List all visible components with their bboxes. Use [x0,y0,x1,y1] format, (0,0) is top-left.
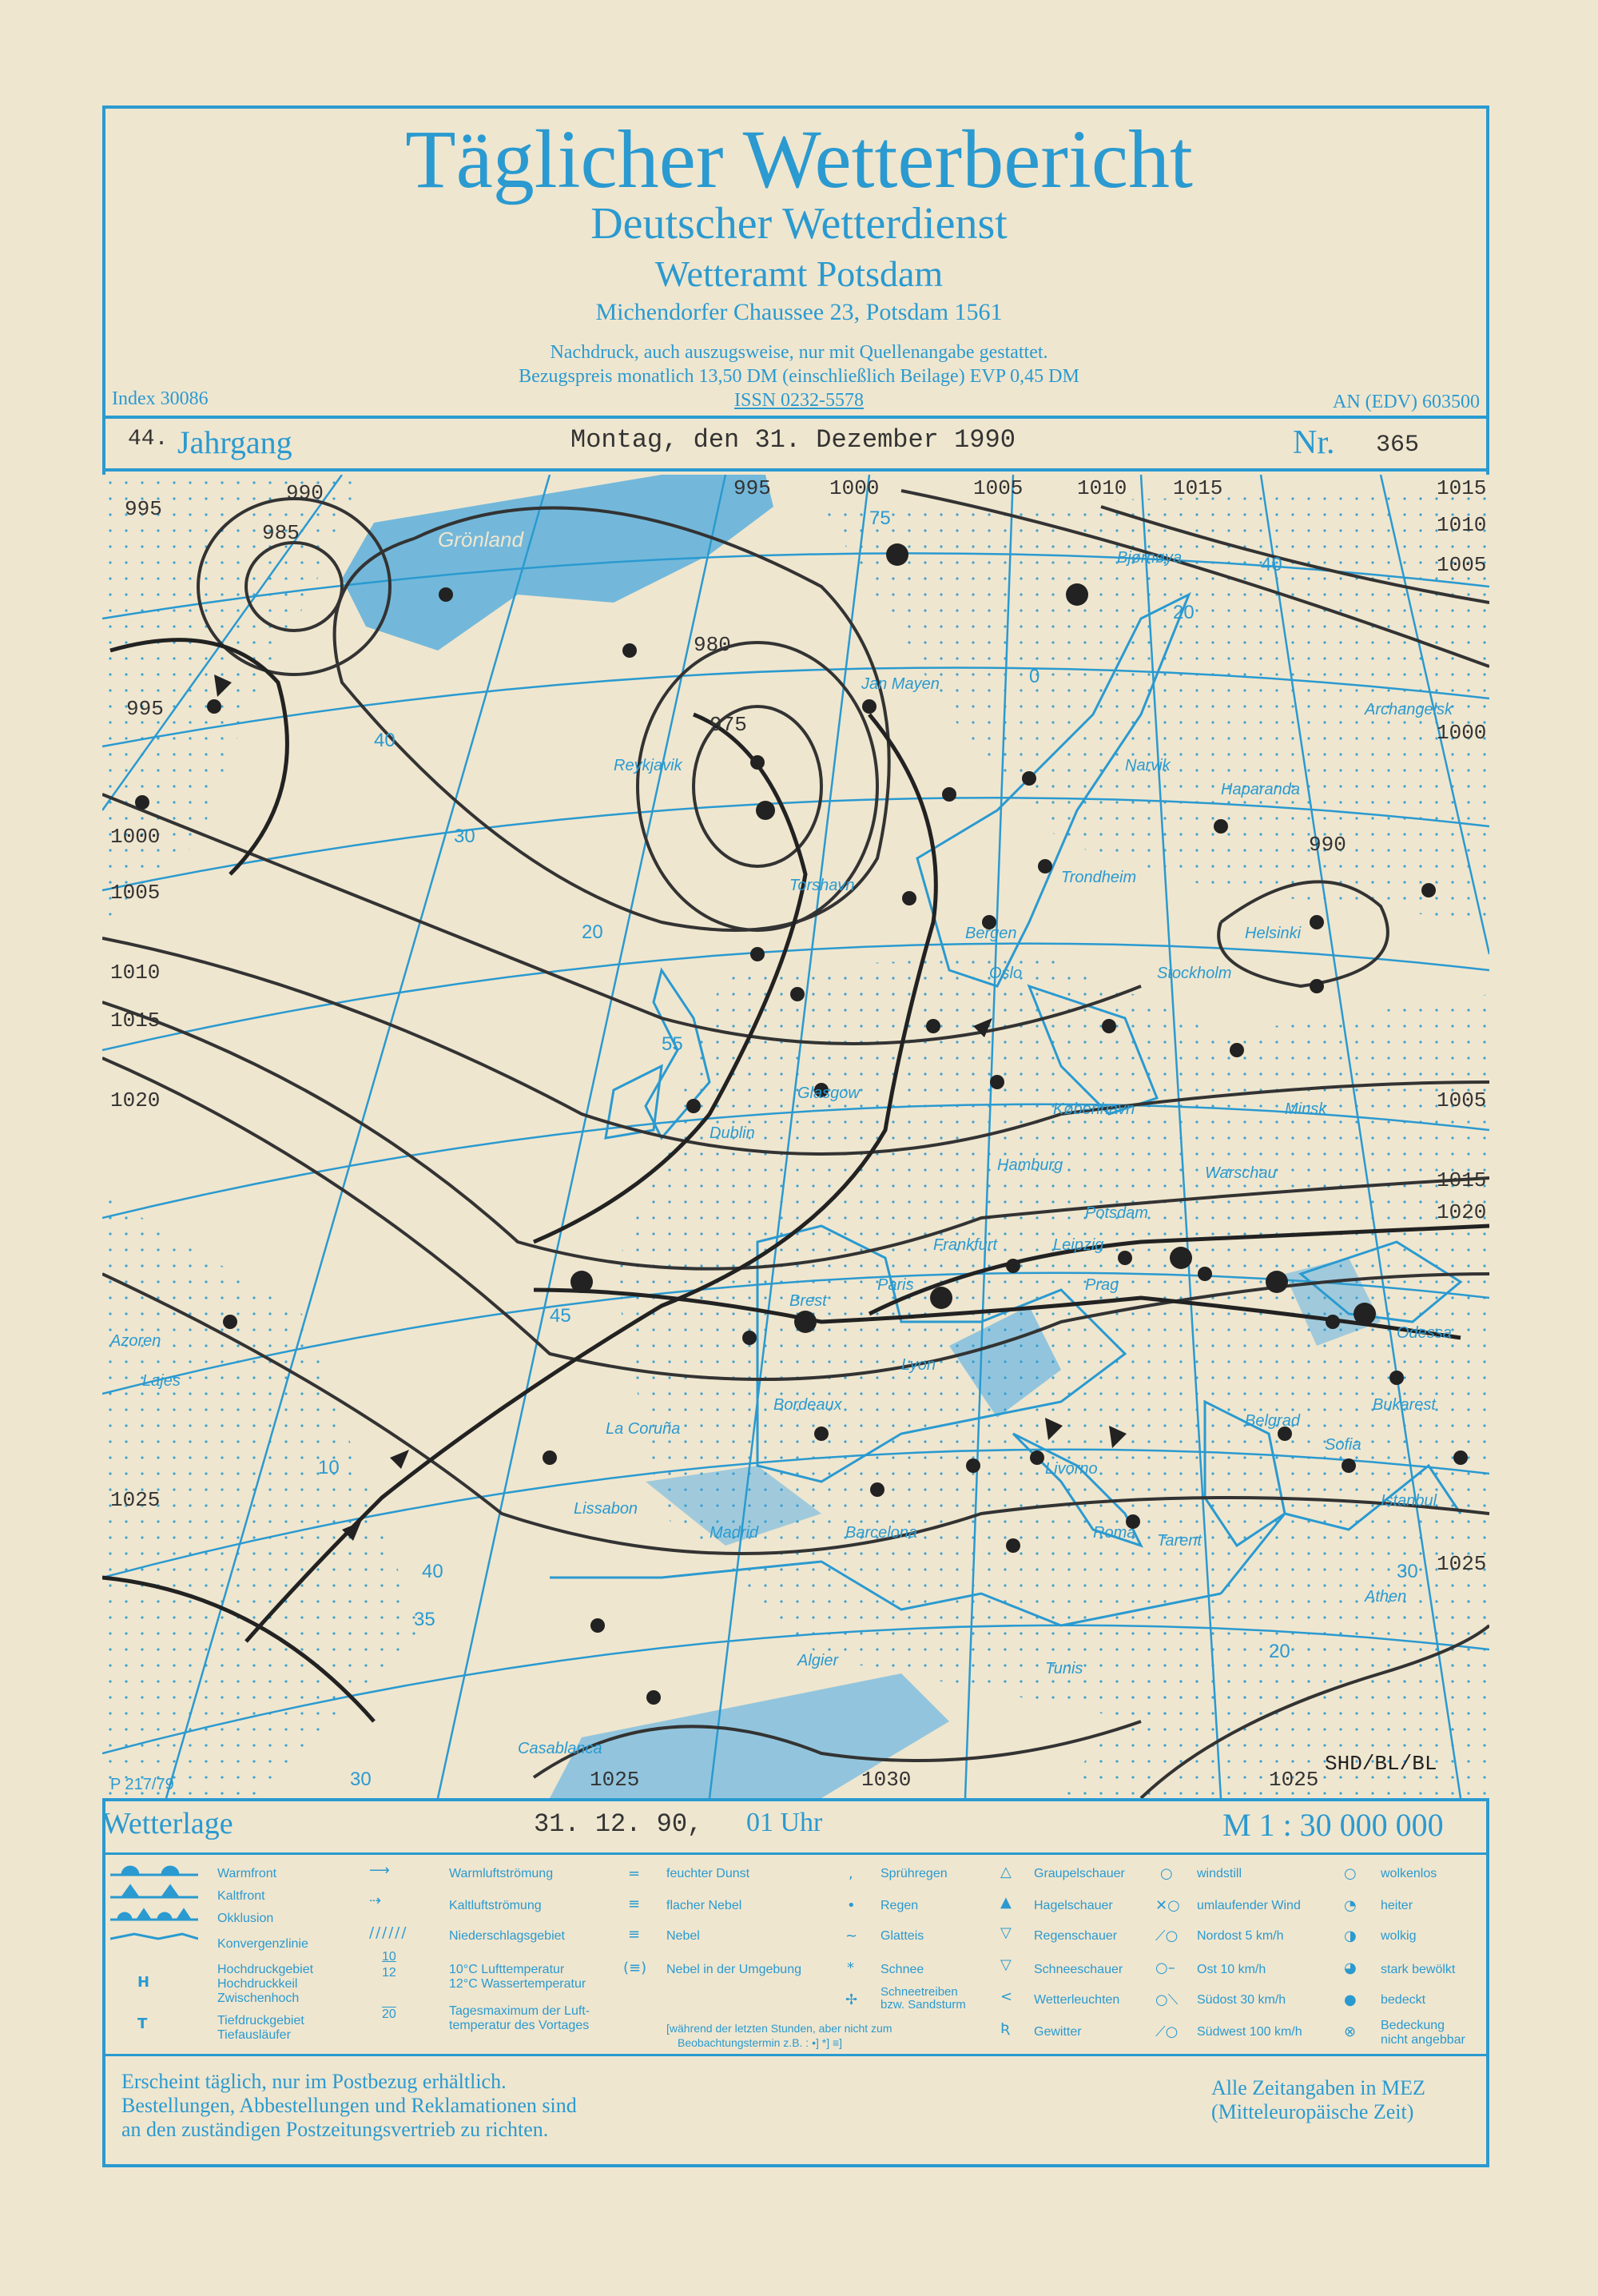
notice-price: Bezugspreis monatlich 13,50 DM (einschließlich Beilage) EVP 0,45 DM [519,366,1079,387]
plate-number: P 217/79 [110,1776,174,1793]
place-glasgow: Glasgow [797,1084,860,1102]
high-pressure-icon: H [137,1974,150,1991]
place-torshavn: Torshavn [789,877,855,894]
place-haparanda: Haparanda [1221,781,1300,798]
cloud-overcast-icon: ● [1344,1992,1357,2008]
isobar-label: 1015 [1173,476,1223,500]
isobar-label: 985 [262,521,300,545]
place-belgrad: Belgrad [1245,1412,1300,1430]
place-madrid: Madrid [710,1524,759,1542]
isobar-label: 1025 [110,1488,161,1512]
place-prag: Prag [1085,1276,1119,1294]
org-name: Deutscher Wetterdienst [590,199,1008,249]
index-number: Index 30086 [112,388,209,409]
place-oslo: Oslo [989,965,1023,982]
place-trondheim: Trondheim [1061,869,1137,886]
hail-shower-icon: ▲ [1000,1894,1012,1911]
time-note-1: Alle Zeitangaben in MEZ [1211,2076,1425,2099]
place-lissabon: Lissabon [574,1500,638,1518]
isobar-label: 990 [286,481,324,505]
lon-label: 30 [1397,1561,1418,1582]
legend-hagelschauer: Hagelschauer [1034,1899,1113,1912]
lightning-icon: < [1000,1988,1013,2005]
legend-tagesmaximum: Tagesmaximum der Luft- [449,2004,590,2018]
calm-wind-icon: ○ [1160,1865,1173,1882]
cloud-clear-icon: ○ [1344,1865,1357,1882]
place-lajes: Lajes [142,1372,181,1390]
place-jan-mayen: Jan Mayen [861,675,940,693]
place-tarent: Tarent [1157,1532,1202,1550]
precipitation-icon: ////// [369,1924,408,1941]
legend-niederschlag: Niederschlagsgebiet [449,1929,565,1943]
lat-label: 30 [350,1769,372,1790]
wind-southwest-icon: ⟋○ [1155,2023,1179,2040]
lat-label: 40 [422,1561,443,1582]
lat-label: 35 [414,1609,435,1630]
info-line-1: Erscheint täglich, nur im Postbezug erhältlich. [121,2070,507,2093]
cloud-unknown-icon: ⊗ [1344,2023,1357,2040]
legend-ost: Ost 10 km/h [1197,1963,1266,1976]
isobar-label: 990 [1309,833,1346,857]
cold-air-arrow-icon: ⇢ [369,1892,382,1909]
isobar-label: 995 [126,697,164,721]
lon-label: 30 [454,826,475,847]
isobar-label: 1015 [1437,1168,1487,1192]
warm-air-arrow-icon: ⟶ [369,1862,390,1879]
lon-label: 20 [1173,602,1195,623]
legend-nebel: Nebel [666,1929,700,1943]
lat-label: 55 [662,1033,683,1055]
legend-suedwest: Südwest 100 km/h [1197,2025,1302,2039]
variable-wind-icon: ✕○ [1155,1897,1180,1914]
isobar-label: 1015 [110,1009,161,1033]
isobar-label: 1020 [110,1088,161,1112]
isobar-label: 975 [710,713,747,737]
place-dublin: Dublin [710,1124,755,1142]
wind-east-icon: ○– [1155,1960,1175,1976]
legend-temp-sample: 10 [382,1950,396,1964]
map-scale: M 1 : 30 000 000 [1222,1807,1444,1843]
lon-label: 0 [1029,666,1040,687]
wind-northeast-icon: ⟋○ [1155,1928,1179,1944]
isobar-label: 1025 [1437,1552,1487,1576]
legend-sandsturm: bzw. Sandsturm [880,1998,966,2011]
volume-number: 44. [128,427,169,452]
isobar-label: 995 [733,476,771,500]
place-bergen: Bergen [965,925,1017,942]
place-casablanca: Casablanca [518,1740,602,1757]
page-title: Täglicher Wetterbericht [405,113,1193,205]
isobar-label: 1020 [1437,1200,1487,1224]
place-bordeaux: Bordeaux [773,1396,842,1414]
place-brest: Brest [789,1292,827,1310]
isobar-label: 1010 [110,961,161,985]
legend-nebel-umgebung: Nebel in der Umgebung [666,1963,801,1976]
legend-bedeckt: bedeckt [1381,1993,1426,2007]
isobar-label: 1005 [1437,1088,1487,1112]
isobar-label: 1000 [829,476,880,500]
legend-wetterleuchten: Wetterleuchten [1034,1993,1120,2007]
legend-stark-bewoelkt: stark bewölkt [1381,1963,1456,1976]
isobar-label: 1025 [1269,1768,1319,1792]
legend-schnee: Schnee [880,1963,924,1976]
office-name: Wetteramt Potsdam [654,253,944,294]
place-odessa: Odessa [1397,1324,1452,1342]
map-date: 31. 12. 90, [534,1809,703,1839]
legend-zwischenhoch: Zwischenhoch [217,1992,300,2005]
place-potsdam: Potsdam [1085,1204,1148,1222]
legend-umlaufend: umlaufender Wind [1197,1899,1301,1912]
place-leipzig: Leipzig [1053,1236,1104,1254]
place-warschau: Warschau [1205,1164,1277,1182]
place-athen: Athen [1365,1588,1407,1606]
place-minsk: Minsk [1285,1100,1327,1118]
legend-flacher-nebel: flacher Nebel [666,1899,742,1912]
isobar-label: 1000 [110,825,161,849]
issue-number: 365 [1376,432,1420,459]
legend-nordost: Nordost 5 km/h [1197,1929,1284,1943]
lon-label: 40 [374,730,396,751]
place-helsinki: Helsinki [1245,925,1302,942]
place-greenland: Grönland [438,527,523,551]
legend-max-sample: 20 [382,2008,396,2021]
isobar-label: 1025 [590,1768,640,1792]
place-istanbul: Istanbul [1381,1492,1437,1510]
legend-lufttemperatur: 10°C Lufttemperatur [449,1963,565,1976]
legend-front-symbols [110,1862,198,2022]
legend-past-weather: [während der letzten Stunden, aber nicht zum [666,2022,892,2035]
thunderstorm-icon: Ʀ [1000,2020,1011,2037]
place-algier: Algier [797,1652,839,1669]
isobar-label: 1005 [1437,553,1487,577]
lon-label: 10 [318,1457,340,1478]
map-code: SHD/BL/BL [1325,1752,1437,1776]
place-sofia: Sofia [1325,1436,1361,1454]
legend-heiter: heiter [1381,1899,1413,1912]
legend-schneetreiben: Schneetreiben [880,1985,958,1999]
place-stockholm: Stockholm [1157,965,1232,982]
legend-graupelschauer: Graupelschauer [1034,1867,1125,1880]
address: Michendorfer Chaussee 23, Potsdam 1561 [595,299,1003,325]
legend-wolkig: wolkig [1381,1929,1417,1943]
legend-tiefdruckgebiet: Tiefdruckgebiet [217,2014,304,2027]
isobar-label: 1005 [973,476,1024,500]
place-la-coruna: La Coruña [606,1420,681,1438]
lat-label: 75 [869,507,891,529]
haze-icon: = [628,1865,641,1882]
legend-gewitter: Gewitter [1034,2025,1082,2039]
place-roma: Roma [1093,1524,1136,1542]
legend-spruehregen: Sprühregen [880,1867,948,1880]
notice-reprint: Nachdruck, auch auszugsweise, nur mit Quellenangabe gestattet. [550,342,1048,363]
legend-kaltluft: Kaltluftströmung [449,1899,542,1912]
place-narvik: Narvik [1125,757,1171,774]
cloud-fair-icon: ◔ [1344,1897,1357,1914]
legend-past-weather-2: Beobachtungstermin z.B. : •] *] ≡] [678,2036,843,2049]
place-azoren: Azoren [110,1332,161,1350]
fog-icon: ≡ [628,1926,641,1943]
divider [102,416,1489,419]
info-line-2: Bestellungen, Abbestellungen und Reklamationen sind [121,2094,577,2117]
info-line-3: an den zuständigen Postzeitungsvertrieb zu richten. [121,2118,549,2141]
isobar-label: 1005 [110,881,161,905]
cloud-mostly-icon: ◕ [1344,1960,1357,1976]
legend-wassertemperatur: 12°C Wassertemperatur [449,1977,586,1991]
glaze-icon: ~ [845,1928,858,1944]
legend-warmluft: Warmluftströmung [449,1867,554,1880]
legend-nicht-angebbar: nicht angebbar [1381,2033,1465,2047]
place-lyon: Lyon [901,1356,936,1374]
place-barcelona: Barcelona [845,1524,918,1542]
place-bukarest: Bukarest [1373,1396,1436,1414]
isobar-label: 995 [125,497,162,521]
rain-shower-icon: ▽ [1000,1924,1012,1941]
graupel-shower-icon: △ [1000,1864,1012,1880]
isobar-label: 980 [694,633,731,657]
isobar-label: 1000 [1437,721,1487,745]
time-note-2: (Mitteleuropäische Zeit) [1211,2100,1414,2123]
legend-schneeschauer: Schneeschauer [1034,1963,1123,1976]
legend-regenschauer: Regenschauer [1034,1929,1118,1943]
place-livorno: Livorno [1045,1460,1098,1478]
volume-label: Jahrgang [177,424,292,460]
shallow-fog-icon: ≡ [628,1896,641,1912]
issn: ISSN 0232-5578 [733,390,864,411]
legend-hochdruckkeil: Hochdruckkeil [217,1977,298,1991]
legend-warmfront: Warmfront [217,1867,277,1880]
isobar-label: 1010 [1437,513,1487,537]
isobar-label: 1030 [861,1768,912,1792]
wetterlage-label: Wetterlage [102,1807,233,1840]
legend-tiefauslaeufer: Tiefausläufer [217,2028,291,2042]
lon-label: 20 [582,921,603,943]
divider [102,468,1489,472]
legend-windstill: windstill [1197,1867,1242,1880]
divider [102,1852,1489,1855]
place-bjornoya: Bjørnøya [1117,549,1183,567]
legend-suedost: Südost 30 km/h [1197,1993,1286,2007]
wind-southeast-icon: ○⟍ [1155,1992,1179,2008]
legend-kaltfront: Kaltfront [217,1889,265,1903]
place-frankfurt: Frankfurt [933,1236,998,1254]
isobar-label: 1015 [1437,476,1487,500]
lon-label: 40 [1261,554,1282,575]
legend-feuchter-dunst: feuchter Dunst [666,1867,750,1880]
legend-okklusion: Okklusion [217,1912,274,1925]
isobar-label: 1010 [1077,476,1127,500]
place-reykjavik: Reykjavik [614,757,682,774]
place-kobenhavn: København [1053,1100,1135,1118]
lat-label: 45 [550,1305,571,1327]
drizzle-icon: , [849,1865,853,1882]
map-time: 01 Uhr [746,1808,823,1837]
place-paris: Paris [877,1276,914,1294]
fog-nearby-icon: (≡) [623,1960,647,1976]
legend-hochdruckgebiet: Hochdruckgebiet [217,1963,314,1976]
place-hamburg: Hamburg [997,1156,1063,1174]
divider [102,2054,1489,2056]
weather-map [102,475,1489,1798]
place-tunis: Tunis [1045,1660,1083,1677]
divider [102,1798,1489,1801]
lon-label: 20 [1269,1641,1290,1662]
place-arkhangelsk: Archangelsk [1365,701,1453,718]
nr-label: Nr. [1293,424,1335,461]
an-number: AN (EDV) 603500 [1333,392,1480,412]
issue-date: Montag, den 31. Dezember 1990 [570,425,1016,455]
rain-icon: • [847,1897,856,1914]
legend-konvergenzlinie: Konvergenzlinie [217,1937,308,1951]
low-pressure-icon: T [137,2015,148,2032]
cloud-partly-icon: ◑ [1344,1928,1357,1944]
legend-glatteis: Glatteis [880,1929,924,1943]
legend-tagesmaximum-2: temperatur des Vortages [449,2019,590,2032]
legend-bedeckung: Bedeckung [1381,2019,1445,2032]
blowing-snow-icon: ✢ [845,1992,858,2008]
legend-regen: Regen [880,1899,919,1912]
snow-icon: * [847,1960,854,1976]
legend-water-sample: 12 [382,1966,396,1980]
snow-shower-icon: ▽ [1000,1956,1012,1973]
legend-wolkenlos: wolkenlos [1381,1867,1437,1880]
